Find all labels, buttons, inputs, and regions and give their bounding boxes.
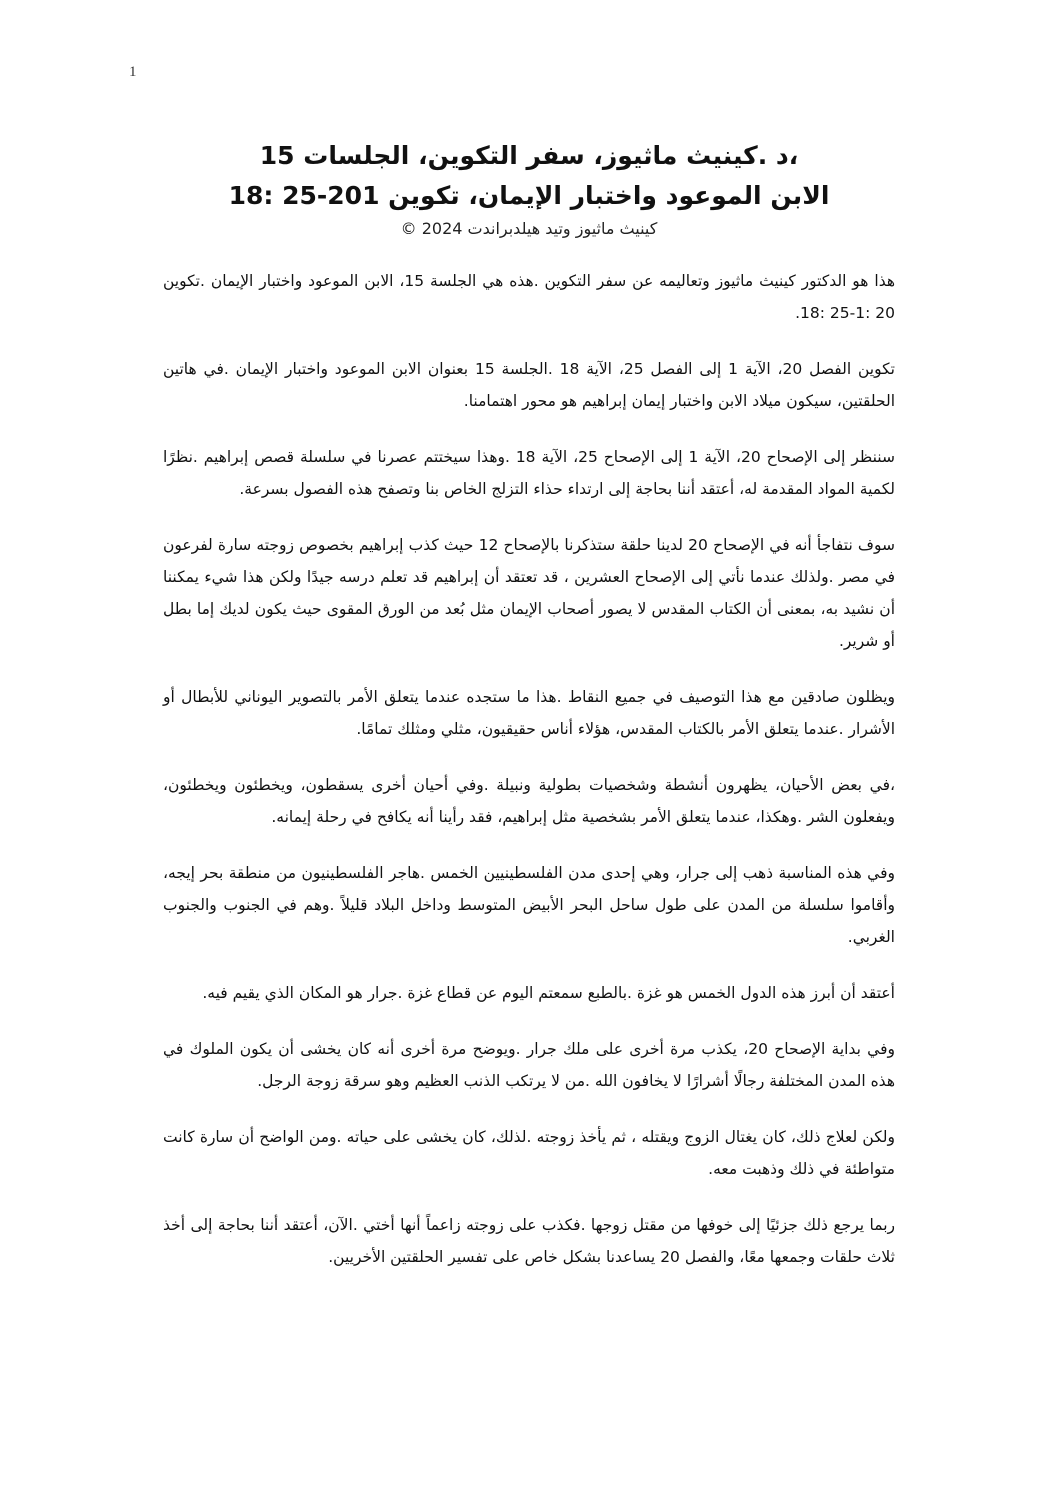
- paragraph: سننظر إلى الإصحاح 20، الآية 1 إلى الإصحاح 25، الآية 18 .وهذا سيختتم عصرنا في سلسلة قصص إبراهيم .نظرًا لكمية المواد المقدمة له، أعتقد أننا بحاجة إلى ارتداء حذاء التزلج الخاص بنا وتصفح هذه الفصول بسرعة.: [163, 448, 895, 498]
- copyright-line: كينيث ماثيوز وتيد هيلدبراندت 2024 ©: [400, 219, 658, 238]
- document-body: [163, 265, 895, 1297]
- paragraph: ربما يرجع ذلك جزئيًا إلى خوفها من مقتل زوجها .فكذب على زوجته زاعماً أنها أختي .الآن، أعتقد أننا بحاجة إلى أخذ ثلاث حلقات وجمعها معًا، والفصل 20 يساعدنا بشكل خاص على تفسير الحلقتين الأخريين.: [163, 1216, 895, 1266]
- title-line-1: ،د .كينيث ماثيوز، سفر التكوين، الجلسات 15: [259, 141, 799, 170]
- paragraph: وفي بداية الإصحاح 20، يكذب مرة أخرى على ملك جرار .ويوضح مرة أخرى أنه كان يخشى أن يكون الملوك في هذه المدن المختلفة رجالًا أشرارًا لا يخافون الله .من لا يرتكب الذنب العظيم وهو سرقة زوجة الرجل.: [163, 1040, 895, 1090]
- paragraph: هذا هو الدكتور كينيث ماثيوز وتعاليمه عن سفر التكوين .هذه هي الجلسة 15، الابن الموعود واختبار الإيمان .تكوين 20 :1-25 :18.: [163, 272, 896, 322]
- document-header: [165, 136, 893, 240]
- paragraph: وفي هذه المناسبة ذهب إلى جرار، وهي إحدى مدن الفلسطينيين الخمس .هاجر الفلسطينيون من منطقة بحر إيجه، وأقاموا سلسلة من المدن على طول ساحل البحر الأبيض المتوسط وداخل البلاد قليلاً .وهم في الجنوب والجنوب الغربي.: [163, 864, 895, 946]
- paragraph: سوف نتفاجأ أنه في الإصحاح 20 لدينا حلقة ستذكرنا بالإصحاح 12 حيث كذب إبراهيم بخصوص زوجته سارة لفرعون في مصر .ولذلك عندما نأتي إلى الإصحاح العشرين ، قد تعتقد أن إبراهيم قد تعلم درسه جيدًا ولكن هذا شيء يمكننا أن نشيد به، بمعنى أن الكتاب المقدس لا يصور أصحاب الإيمان مثل بُعد من الورق المقوى حيث يكون لديك إما بطل أو شرير.: [163, 536, 895, 650]
- paragraph: تكوين الفصل 20، الآية 1 إلى الفصل 25، الآية 18 .الجلسة 15 بعنوان الابن الموعود واختبار الإيمان .في هاتين الحلقتين، سيكون ميلاد الابن واختبار إيمان إبراهيم هو محور اهتمامنا.: [163, 360, 895, 410]
- paragraph: ولكن لعلاج ذلك، كان يغتال الزوج ويقتله ، ثم يأخذ زوجته .لذلك، كان يخشى على حياته .ومن الواضح أن سارة كانت متواطئة في ذلك وذهبت معه.: [163, 1128, 895, 1178]
- paragraph: ،في بعض الأحيان، يظهرون أنشطة وشخصيات بطولية ونبيلة .وفي أحيان أخرى يسقطون، ويخطئون ويخطئون، ويفعلون الشر .وهكذا، عندما يتعلق الأمر بشخصية مثل إبراهيم، فقد رأينا أنه يكافح في رحلة إيمانه.: [163, 776, 895, 826]
- title-line-2: الابن الموعود واختبار الإيمان، تكوين 201-25 :18: [228, 181, 830, 210]
- paragraph: أعتقد أن أبرز هذه الدول الخمس هو غزة .بالطبع سمعتم اليوم عن قطاع غزة .جرار هو المكان الذي يقيم فيه.: [202, 984, 895, 1002]
- page-number: 1: [129, 64, 137, 80]
- paragraph: ويظلون صادقين مع هذا التوصيف في جميع النقاط .هذا ما ستجده عندما يتعلق الأمر بالتصوير اليوناني للأبطال أو الأشرار .عندما يتعلق الأمر بالكتاب المقدس، هؤلاء أناس حقيقيون، مثلي ومثلك تمامًا.: [163, 688, 895, 738]
